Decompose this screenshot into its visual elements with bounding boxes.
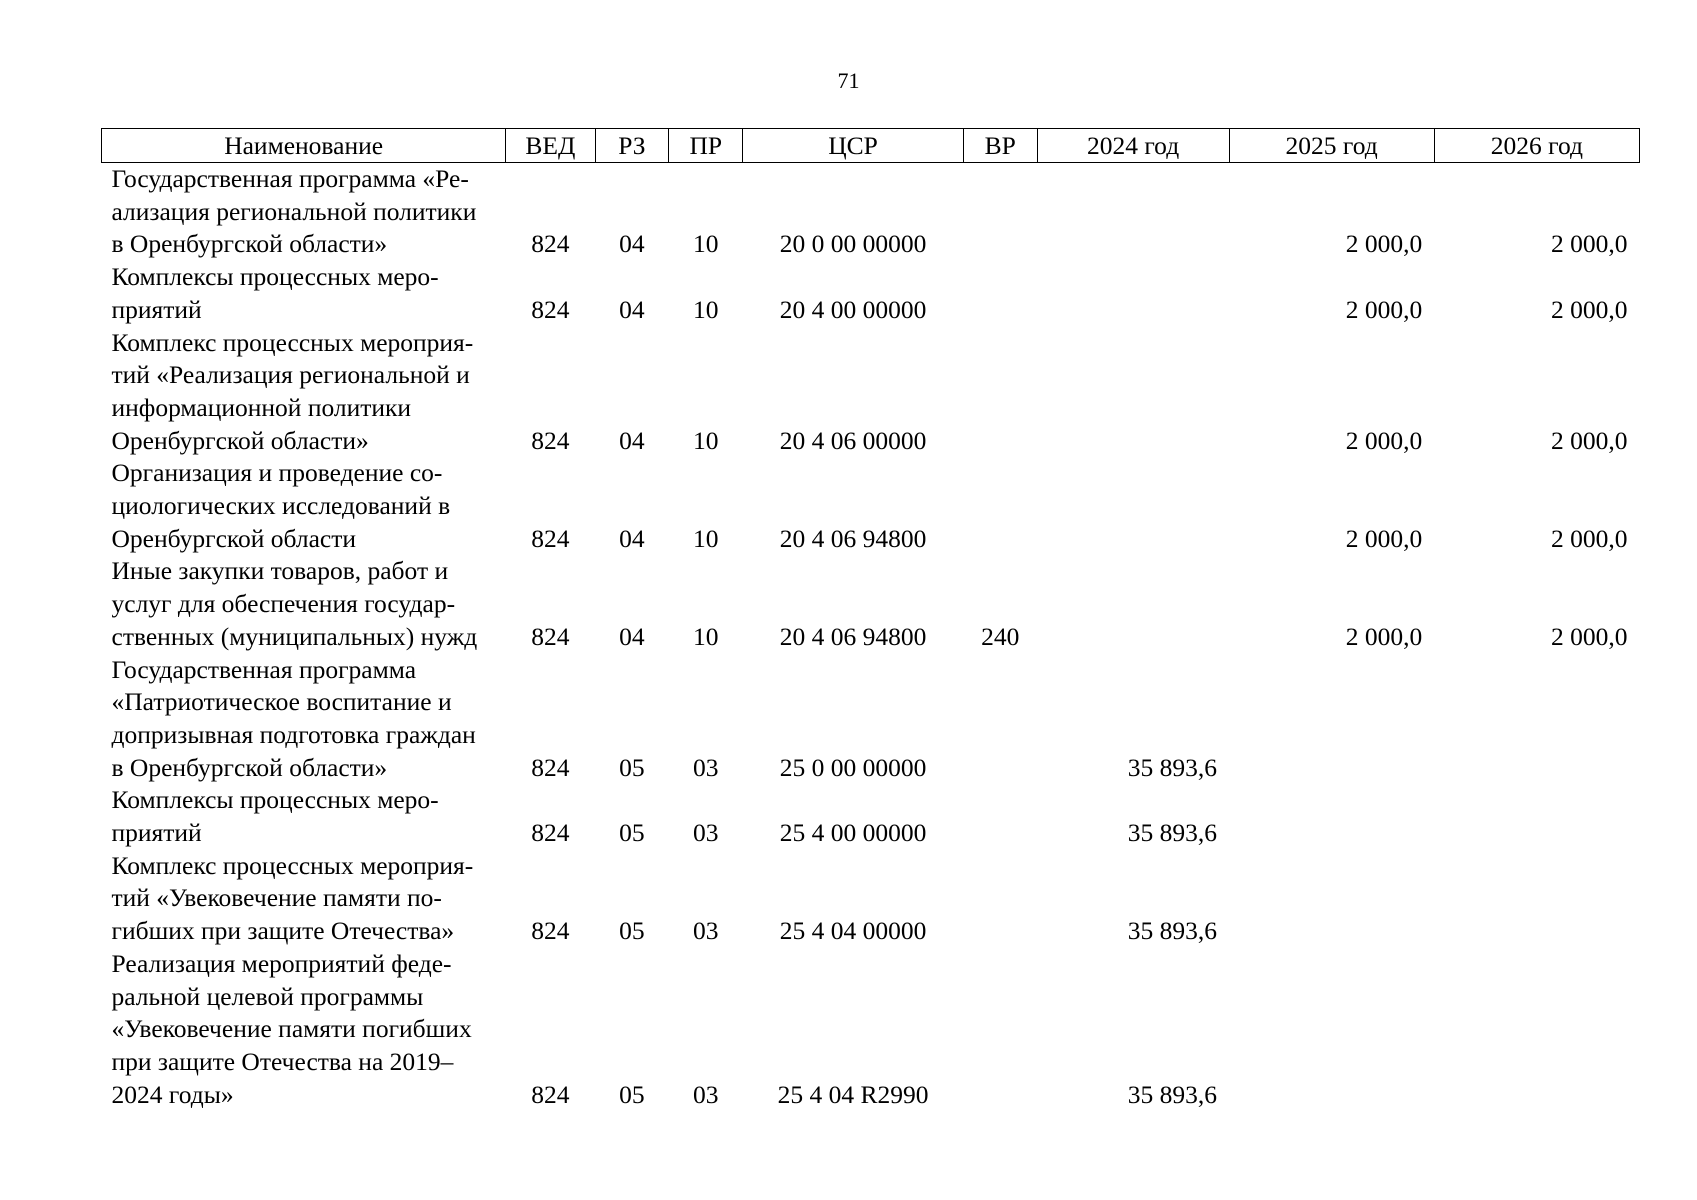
cell-csr: 25 4 00 00000: [779, 818, 927, 848]
table-row: [102, 327, 1640, 458]
column-header-csr: ЦСР: [743, 129, 964, 163]
cell-rz: 04: [619, 425, 645, 455]
table-row: [102, 654, 1640, 785]
cell-pr: 10: [693, 425, 719, 455]
cell-2026: [1434, 850, 1639, 948]
page-number: 71: [837, 68, 860, 93]
cell-ved: 824: [531, 621, 570, 651]
cell-2026: 2 000,0: [1551, 523, 1628, 553]
cell-csr: 25 4 04 R2990: [777, 1079, 929, 1109]
cell-csr: 25 0 00 00000: [779, 752, 927, 782]
cell-2026: 2 000,0: [1551, 621, 1628, 651]
cell-rz: 04: [619, 294, 645, 324]
cell-pr: 03: [693, 818, 719, 848]
cell-ved: 824: [531, 1079, 570, 1109]
cell-vr: 240: [981, 621, 1020, 651]
cell-vr: [963, 948, 1037, 1112]
cell-ved: 824: [531, 294, 570, 324]
cell-pr: 03: [693, 1079, 719, 1109]
cell-name: Комплекс процессных мероприя- тий «Реализация региональной и информационной политики Оренбургской области»: [111, 327, 474, 455]
cell-vr: [963, 457, 1037, 555]
table-header: [102, 129, 1640, 163]
cell-rz: 05: [619, 818, 645, 848]
table-row: [102, 555, 1640, 653]
cell-pr: 10: [693, 294, 719, 324]
cell-2025: [1229, 850, 1434, 948]
cell-vr: [963, 261, 1037, 326]
column-header-2026: 2026 год: [1434, 129, 1639, 163]
cell-ved: 824: [531, 818, 570, 848]
cell-name: Реализация мероприятий феде- ральной целевой программы «Увековечение памяти погибших при защите Отечества на 2019– 2024 годы»: [111, 948, 472, 1109]
cell-2025: 2 000,0: [1345, 229, 1423, 259]
cell-ved: 824: [531, 916, 570, 946]
cell-2024: [1037, 457, 1229, 555]
budget-table: [101, 128, 1640, 1111]
column-header-ved: ВЕД: [506, 129, 595, 163]
cell-csr: 25 4 04 00000: [779, 916, 927, 946]
cell-vr: [963, 327, 1037, 458]
cell-2026: 2 000,0: [1551, 294, 1628, 324]
cell-rz: 05: [619, 752, 645, 782]
table-row: [102, 457, 1640, 555]
cell-pr: 10: [693, 523, 719, 553]
cell-ved: 824: [531, 752, 570, 782]
cell-pr: 10: [693, 621, 719, 651]
column-header-pr: ПР: [669, 129, 743, 163]
table-row: [102, 261, 1640, 326]
column-header-2024: 2024 год: [1037, 129, 1229, 163]
cell-2025: [1229, 654, 1434, 785]
cell-2024: 35 893,6: [1127, 1079, 1218, 1109]
table-row: [102, 948, 1640, 1112]
header-row: [102, 129, 1640, 163]
cell-2026: 2 000,0: [1551, 229, 1628, 259]
column-header-name: Наименование: [102, 129, 506, 163]
column-header-2025: 2025 год: [1229, 129, 1434, 163]
cell-2024: [1037, 163, 1229, 262]
cell-name: Комплексы процессных меро- приятий: [111, 262, 439, 324]
cell-rz: 04: [619, 523, 645, 553]
cell-name: Комплекс процессных мероприя- тий «Увековечение памяти по- гибших при защите Отечества»: [111, 850, 474, 946]
cell-2024: [1037, 327, 1229, 458]
table-row: [102, 850, 1640, 948]
cell-2025: 2 000,0: [1345, 523, 1423, 553]
cell-rz: 04: [619, 621, 645, 651]
cell-name: Иные закупки товаров, работ и услуг для обеспечения государ- ственных (муниципальных) нужд: [111, 556, 478, 651]
cell-name: Организация и проведение со- циологических исследований в Оренбургской области: [111, 458, 451, 553]
cell-2024: [1037, 261, 1229, 326]
cell-csr: 20 4 06 94800: [779, 523, 927, 553]
cell-vr: [963, 784, 1037, 849]
cell-2025: [1229, 948, 1434, 1112]
cell-name: Государственная программа «Ре- ализация региональной политики в Оренбургской области»: [111, 164, 477, 259]
cell-vr: [963, 163, 1037, 262]
cell-name: Государственная программа «Патриотическое воспитание и допризывная подготовка граждан в Оренбургской области»: [111, 654, 476, 782]
cell-2024: 35 893,6: [1127, 752, 1218, 782]
cell-ved: 824: [531, 425, 570, 455]
cell-pr: 10: [693, 229, 719, 259]
cell-rz: 05: [619, 1079, 645, 1109]
cell-2024: 35 893,6: [1127, 818, 1218, 848]
column-header-rz: РЗ: [595, 129, 669, 163]
cell-pr: 03: [693, 916, 719, 946]
cell-2026: [1434, 784, 1639, 849]
column-header-vr: ВР: [963, 129, 1037, 163]
cell-2025: 2 000,0: [1345, 294, 1423, 324]
cell-vr: [963, 654, 1037, 785]
table-row: [102, 163, 1640, 262]
cell-2025: [1229, 784, 1434, 849]
cell-ved: 824: [531, 523, 570, 553]
cell-2025: 2 000,0: [1345, 621, 1423, 651]
cell-rz: 05: [619, 916, 645, 946]
cell-csr: 20 4 00 00000: [779, 294, 927, 324]
cell-2024: [1037, 555, 1229, 653]
cell-2026: [1434, 654, 1639, 785]
cell-csr: 20 4 06 94800: [779, 621, 927, 651]
table-row: [102, 784, 1640, 849]
cell-rz: 04: [619, 229, 645, 259]
cell-csr: 20 4 06 00000: [779, 425, 927, 455]
cell-2024: 35 893,6: [1127, 916, 1218, 946]
cell-2026: [1434, 948, 1639, 1112]
cell-vr: [963, 850, 1037, 948]
cell-pr: 03: [693, 752, 719, 782]
cell-name: Комплексы процессных меро- приятий: [111, 785, 439, 848]
cell-csr: 20 0 00 00000: [779, 229, 927, 259]
cell-2026: 2 000,0: [1551, 425, 1628, 455]
cell-2025: 2 000,0: [1345, 425, 1423, 455]
cell-ved: 824: [531, 229, 570, 259]
table-body: [102, 163, 1640, 1112]
